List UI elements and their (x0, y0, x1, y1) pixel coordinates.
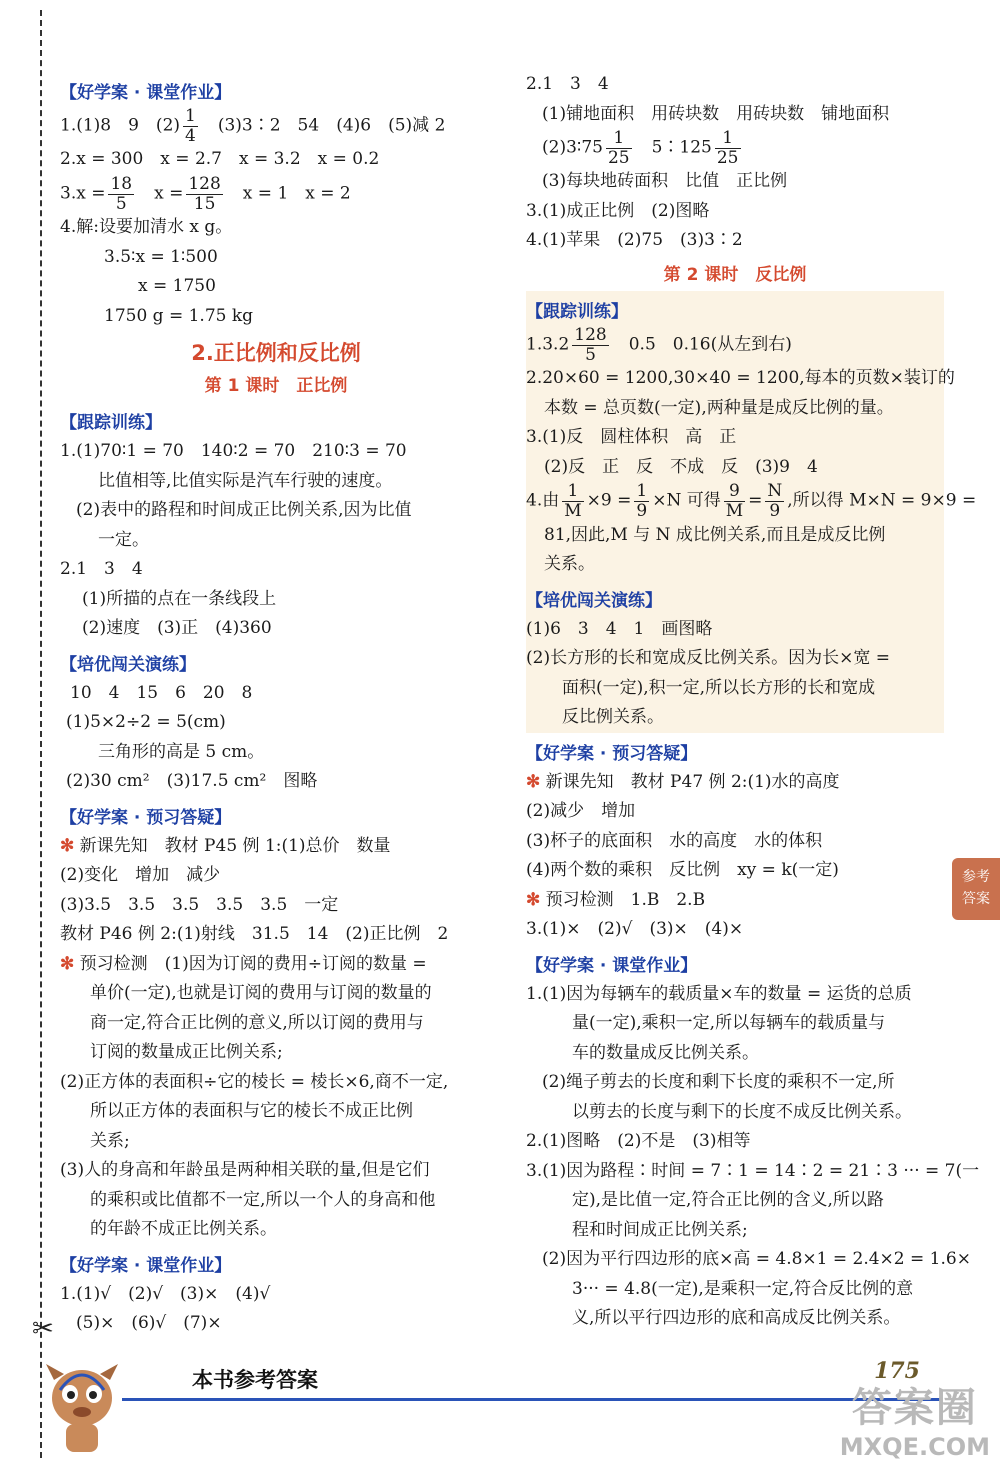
answer-line: (1)5×2÷2 = 5(cm) (66, 712, 226, 733)
answer-line: (2)变化 增加 减少 (60, 865, 221, 886)
fraction: $\frac{18}{5}$ (110, 173, 133, 214)
answer-line: 的乘积或比值都不一定,所以一个人的身高和他 (90, 1189, 436, 1210)
answer-line: ✻ 预习检测 (1)因为订阅的费用÷订阅的数量 = (60, 953, 427, 974)
answer-line: (1)铺地面积 用砖块数 用砖块数 铺地面积 (542, 103, 890, 124)
answer-line: ✻ 新课先知 教材 P47 例 2:(1)水的高度 (526, 771, 840, 792)
answer-line: 本数 = 总页数(一定),两种量是成反比例的量。 (544, 397, 894, 418)
fraction: $\frac{1}{4}$ (185, 106, 196, 146)
answer-line: 3.5∶x = 1∶500 (104, 246, 218, 267)
answer-side-tab[interactable]: 参考 答案 (952, 858, 1000, 920)
footer-rule (122, 1398, 940, 1401)
left-column (60, 72, 492, 1339)
answer-line: 的年龄不成正比例关系。 (90, 1219, 277, 1240)
mascot-icon (42, 1350, 122, 1460)
section-tag: 【好学案 · 课堂作业】 (60, 1255, 232, 1276)
answer-line: 4.由 $\frac{1}{M}$ ×9 = $\frac{1}{9}$ ×N 可得 $\frac{9}{M}$ = $\frac{N}{9}$ ,所以得 M×N = 9×9 = (526, 481, 977, 521)
section-tag: 【培优闯关演练】 (526, 590, 662, 611)
lesson-title: 第 2 课时 反比例 (663, 264, 807, 285)
answer-line: (2)绳子剪去的长度和剩下长度的乘积不一定,所 (542, 1072, 895, 1093)
section-tag: 【好学案 · 课堂作业】 (60, 83, 232, 103)
fraction: $\frac{128}{5}$ (574, 324, 607, 365)
answer-line: 2.20×60 = 1200,30×40 = 1200,每本的页数×装订的 (526, 368, 955, 389)
answer-line: (3)人的身高和年龄虽是两种相关联的量,但是它们 (60, 1160, 430, 1181)
answer-line: ✻ 预习检测 1.B 2.B (526, 889, 706, 910)
tinted-section (526, 291, 977, 733)
answer-line: 单价(一定),也就是订阅的费用与订阅的数量的 (90, 983, 432, 1004)
answer-line: 义,所以平行四边形的底和高成反比例关系。 (572, 1308, 901, 1329)
answer-line: 1.3.2 $\frac{128}{5}$ 0.5 0.16(从左到右) (526, 324, 792, 365)
answer-line: 商一定,符合正比例的意义,所以订阅的费用与 (90, 1012, 424, 1033)
answer-line: (1)所描的点在一条线段上 (82, 588, 277, 609)
answer-line: 81,因此,M 与 N 成比例关系,而且是成反比例 (544, 524, 886, 545)
answer-line: 车的数量成反比例关系。 (572, 1042, 759, 1063)
answer-line: (5)× (6)√ (7)× (76, 1313, 222, 1334)
answer-line: (2)反 正 反 不成 反 (3)9 4 (544, 456, 818, 477)
answer-line: (3)杯子的底面积 水的高度 水的体积 (526, 830, 823, 851)
flower-icon: ✻ (60, 953, 75, 974)
flower-icon: ✻ (526, 771, 541, 792)
answer-line: 教材 P46 例 2:(1)射线 31.5 14 (2)正比例 2 (60, 924, 449, 945)
answer-line: x = 1750 (138, 276, 216, 297)
section-tag: 【好学案 · 预习答疑】 (526, 743, 698, 764)
watermark: 答案圈 MXQE.COM (839, 1385, 990, 1461)
section-tag: 【培优闯关演练】 (60, 654, 196, 675)
answer-line: (2)正方体的表面积÷它的棱长 = 棱长×6,商不一定, (60, 1071, 449, 1092)
answer-line: 关系; (90, 1130, 130, 1151)
answer-line: 1.(1)8 9 (2) $\frac{1}{4}$ (3)3∶2 54 (4)6 (5)减 2 (60, 106, 446, 146)
answer-line: 1.(1)70∶1 = 70 140∶2 = 70 210∶3 = 70 (60, 441, 407, 462)
footer-title: 本书参考答案 (192, 1368, 318, 1392)
answer-line: 4.(1)苹果 (2)75 (3)3∶2 (526, 230, 743, 251)
fraction: $\frac{1}{M}$ (564, 481, 582, 521)
answer-line: ✻ 新课先知 教材 P45 例 1:(1)总价 数量 (60, 835, 391, 856)
fraction: $\frac{128}{15}$ (188, 173, 221, 214)
answer-line: 2.(1)图略 (2)不是 (3)相等 (526, 1131, 751, 1152)
answer-line: 3··· = 4.8(一定),是乘积一定,符合反比例的意 (572, 1278, 914, 1299)
answer-line: 关系。 (544, 554, 595, 575)
answer-line: 2.1 3 4 (526, 74, 609, 94)
answer-line: 反比例关系。 (562, 707, 664, 728)
section-tag: 【好学案 · 课堂作业】 (526, 955, 698, 976)
answer-line: 面积(一定),积一定,所以长方形的长和宽成 (562, 677, 876, 698)
flower-icon: ✻ (526, 889, 541, 910)
answer-line: 1.(1)√ (2)√ (3)× (4)√ (60, 1283, 271, 1304)
section-tag: 【好学案 · 预习答疑】 (60, 807, 232, 828)
section-tag: 【跟踪训练】 (60, 413, 162, 434)
section-tag: 【跟踪训练】 (526, 301, 628, 322)
answer-line: 以剪去的长度与剩下的长度不成反比例关系。 (572, 1101, 912, 1122)
answer-line: 10 4 15 6 20 8 (70, 682, 253, 703)
answer-line: (3)3.5 3.5 3.5 3.5 3.5 一定 (60, 894, 339, 915)
fraction: $\frac{1}{9}$ (636, 481, 648, 521)
answer-line: 3.(1)× (2)√ (3)× (4)× (526, 919, 744, 940)
answer-line: 3.(1)因为路程∶时间 = 7∶1 = 14∶2 = 21∶3 ··· = 7(一 (526, 1160, 980, 1181)
answer-line: 1750 g = 1.75 kg (104, 305, 254, 326)
answer-line: 4.解:设要加清水 x g。 (60, 217, 233, 238)
fraction: $\frac{N}{9}$ (767, 481, 783, 521)
fraction: $\frac{1}{25}$ (716, 128, 739, 168)
answer-line: 三角形的高是 5 cm。 (98, 741, 265, 762)
lesson-title: 第 1 课时 正比例 (204, 376, 348, 397)
answer-line: (2)减少 增加 (526, 801, 636, 822)
answer-line: (2)速度 (3)正 (4)360 (82, 618, 272, 639)
cut-line (40, 10, 42, 1458)
answer-line: 程和时间成正比例关系; (572, 1219, 748, 1240)
answer-line: (2)表中的路程和时间成正比例关系,因为比值 (76, 500, 412, 521)
page-footer (42, 1350, 1000, 1468)
answer-line: 所以正方体的表面积与它的棱长不成正比例 (90, 1101, 413, 1122)
fraction: $\frac{9}{M}$ (725, 481, 744, 521)
answer-line: (3)每块地砖面积 比值 正比例 (542, 171, 788, 192)
answer-line: 比值相等,比值实际是汽车行驶的速度。 (98, 470, 393, 491)
answer-line: (2)长方形的长和宽成反比例关系。因为长×宽 = (526, 648, 890, 669)
answer-line: 3.(1)成正比例 (2)图略 (526, 200, 710, 221)
page-number: 175 (874, 1358, 920, 1384)
fraction: $\frac{1}{25}$ (607, 128, 630, 168)
answer-line: (2)3∶75 $\frac{1}{25}$ 5∶125 $\frac{1}{25}$ (542, 128, 739, 168)
answer-line: 一定。 (98, 529, 149, 550)
answer-line: 3.(1)反 圆柱体积 高 正 (526, 427, 737, 448)
flower-icon: ✻ (60, 835, 75, 856)
answer-line: (2)因为平行四边形的底×高 = 4.8×1 = 2.4×2 = 1.6× (542, 1249, 971, 1270)
answer-line: 3.x = $\frac{18}{5}$ x = $\frac{128}{15}$ x = 1 x = 2 (60, 173, 351, 214)
answer-line: (1)6 3 4 1 画图略 (526, 618, 713, 639)
answer-line: (2)30 cm² (3)17.5 cm² 图略 (66, 771, 318, 792)
answer-line: 定),是比值一定,符合正比例的含义,所以路 (572, 1190, 884, 1211)
chapter-title: 2.正比例和反比例 (191, 341, 361, 366)
answer-line: 2.1 3 4 (60, 559, 143, 580)
answer-line: 2.x = 300 x = 2.7 x = 3.2 x = 0.2 (60, 149, 380, 170)
answer-line: 1.(1)因为每辆车的载质量×车的数量 = 运货的总质 (526, 983, 912, 1004)
scissors-icon: ✂ (32, 1314, 54, 1344)
answer-line: 量(一定),乘积一定,所以每辆车的载质量与 (572, 1013, 886, 1034)
answer-line: 订阅的数量成正比例关系; (90, 1042, 283, 1063)
answer-line: (4)两个数的乘积 反比例 xy = k(一定) (526, 860, 839, 881)
